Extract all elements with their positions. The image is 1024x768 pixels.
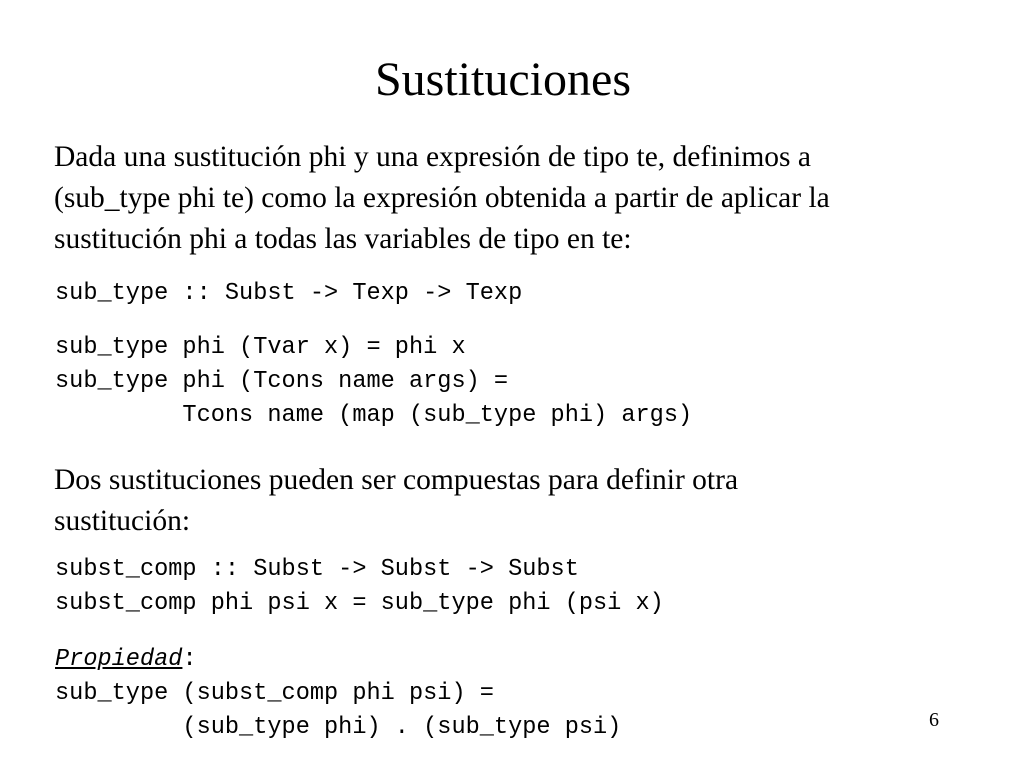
intro-paragraph — [54, 137, 830, 260]
composition-line-1: Dos sustituciones pueden ser compuestas para definir otra — [54, 464, 739, 496]
intro-line-1: Dada una sustitución phi y una expresión de tipo te, definimos a — [54, 141, 812, 173]
code-definition-line-2: sub_type phi (Tcons name args) = — [55, 368, 509, 395]
composition-line-2: sustitución: — [54, 505, 191, 537]
code-definition — [55, 331, 692, 433]
property-label: Propiedad — [55, 646, 183, 673]
code-composition — [55, 553, 664, 621]
intro-line-3: sustitución phi a todas las variables de tipo en te: — [54, 223, 632, 255]
code-property-line-2: (sub_type phi) . (sub_type psi) — [55, 714, 622, 741]
composition-paragraph — [54, 460, 738, 542]
code-composition-line-1: subst_comp :: Subst -> Subst -> Subst — [55, 556, 579, 583]
code-composition-line-2: subst_comp phi psi x = sub_type phi (psi x) — [55, 590, 664, 617]
intro-line-2: (sub_type phi te) como la expresión obtenida a partir de aplicar la — [54, 182, 830, 214]
code-signature — [55, 277, 522, 311]
code-definition-line-1: sub_type phi (Tvar x) = phi x — [55, 334, 466, 361]
page-number: 6 — [929, 709, 939, 731]
slide-title: Sustituciones — [374, 53, 631, 106]
property-heading — [55, 643, 621, 677]
property-colon: : — [182, 646, 197, 673]
code-definition-line-3: Tcons name (map (sub_type phi) args) — [55, 402, 693, 429]
code-property — [55, 643, 621, 745]
code-signature-line: sub_type :: Subst -> Texp -> Texp — [55, 280, 523, 307]
code-property-line-1: sub_type (subst_comp phi psi) = — [55, 680, 494, 707]
